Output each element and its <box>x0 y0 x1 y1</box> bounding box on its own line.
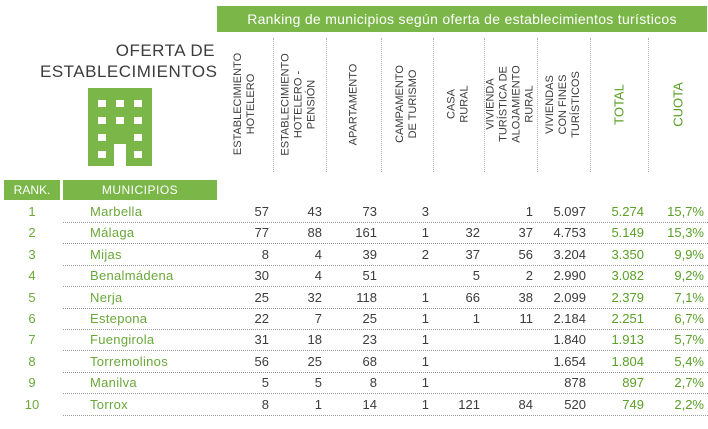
apartamento-cell: 14 <box>362 396 377 412</box>
total-cell: 749 <box>622 396 644 412</box>
cuota-cell: 2,2% <box>674 396 704 412</box>
campamento-cell: 1 <box>421 332 429 348</box>
hotelero-cell: 30 <box>254 268 269 284</box>
hotelero-cell: 22 <box>254 311 269 326</box>
vivienda_rural-cell: 37 <box>518 225 533 241</box>
column-divider <box>433 38 434 172</box>
pension-cell: 5 <box>314 375 322 391</box>
viviendas_fines-cell: 1.840 <box>553 332 586 348</box>
apartamento-cell: 51 <box>362 268 377 284</box>
casa_rural-cell: 66 <box>465 289 480 305</box>
rank-cell: 1 <box>28 204 36 219</box>
rank-cell: 10 <box>24 396 40 412</box>
rank-cell: 5 <box>28 289 36 305</box>
section-title-line1: OFERTA DE <box>115 41 215 60</box>
municipio-cell: Torrox <box>90 396 128 412</box>
cuota-cell: 7,1% <box>674 289 704 305</box>
vivienda_rural-cell: 84 <box>518 396 533 412</box>
campamento-cell: 1 <box>421 225 429 241</box>
municipio-cell: Marbella <box>90 204 143 219</box>
column-divider <box>273 38 274 172</box>
column-header <box>273 34 326 174</box>
column-header <box>217 34 273 174</box>
apartamento-cell: 118 <box>356 289 377 305</box>
column-header-label: CUOTA <box>670 81 686 127</box>
hotelero-cell: 8 <box>261 396 269 412</box>
campamento-cell: 3 <box>421 204 429 219</box>
casa_rural-cell: 121 <box>458 396 480 412</box>
total-cell: 1.804 <box>611 353 644 369</box>
vivienda_rural-cell: 56 <box>518 246 533 262</box>
column-divider <box>326 38 327 172</box>
campamento-cell: 1 <box>421 289 429 305</box>
table-row <box>0 309 708 330</box>
pension-cell: 4 <box>314 268 322 284</box>
casa_rural-cell: 5 <box>472 268 480 284</box>
total-cell: 2.379 <box>611 289 644 305</box>
campamento-cell: 1 <box>421 375 429 391</box>
casa_rural-cell: 1 <box>472 311 480 326</box>
table-row <box>0 223 708 244</box>
viviendas_fines-cell: 878 <box>564 375 586 391</box>
column-header <box>537 34 590 174</box>
apartamento-cell: 73 <box>362 204 377 219</box>
rank-cell: 7 <box>28 332 36 348</box>
column-header-label: TOTAL <box>611 83 627 125</box>
viviendas_fines-cell: 520 <box>564 396 586 412</box>
cuota-cell: 5,7% <box>674 332 704 348</box>
table-row <box>0 352 708 373</box>
rank-cell: 6 <box>28 311 36 326</box>
section-title-line2: ESTABLECIMIENTOS <box>40 62 218 81</box>
row-divider <box>63 415 708 416</box>
column-header <box>590 34 648 174</box>
casa_rural-cell: 37 <box>465 246 480 262</box>
pension-cell: 4 <box>314 246 322 262</box>
cuota-cell: 5,4% <box>674 353 704 369</box>
rank-cell: 4 <box>28 268 36 284</box>
building-icon <box>88 88 152 166</box>
hotelero-cell: 25 <box>254 289 269 305</box>
apartamento-cell: 68 <box>362 353 377 369</box>
pension-cell: 88 <box>307 225 322 241</box>
hotelero-cell: 5 <box>261 375 269 391</box>
hotelero-cell: 57 <box>254 204 269 219</box>
column-divider <box>484 38 485 172</box>
pension-cell: 32 <box>307 289 322 305</box>
campamento-cell: 1 <box>421 353 429 369</box>
total-cell: 5.274 <box>611 204 644 219</box>
table-row <box>0 245 708 266</box>
vivienda_rural-cell: 1 <box>525 204 533 219</box>
viviendas_fines-cell: 4.753 <box>553 225 586 241</box>
total-cell: 3.350 <box>611 246 644 262</box>
vivienda_rural-cell: 38 <box>518 289 533 305</box>
vivienda_rural-cell: 11 <box>519 311 533 326</box>
viviendas_fines-cell: 2.990 <box>553 268 586 284</box>
apartamento-cell: 8 <box>369 375 377 391</box>
total-cell: 897 <box>622 375 644 391</box>
total-cell: 1.913 <box>611 332 644 348</box>
total-cell: 2.251 <box>611 311 644 326</box>
pension-cell: 18 <box>307 332 322 348</box>
column-header <box>381 34 433 174</box>
pension-cell: 25 <box>307 353 322 369</box>
column-divider <box>648 38 649 172</box>
column-header <box>484 34 537 174</box>
municipio-cell: Torremolinos <box>90 353 169 369</box>
viviendas_fines-cell: 1.654 <box>553 353 586 369</box>
campamento-cell: 1 <box>421 311 429 326</box>
viviendas_fines-cell: 3.204 <box>553 246 586 262</box>
apartamento-cell: 39 <box>362 246 377 262</box>
rank-cell: 9 <box>28 375 36 391</box>
column-header-label: ESTABLECIMIENTO HOTELERO - PENSIÓN <box>280 52 319 156</box>
hotelero-cell: 56 <box>254 353 269 369</box>
vivienda_rural-cell: 2 <box>525 268 533 284</box>
section-title <box>40 40 218 82</box>
viviendas_fines-cell: 2.184 <box>553 311 586 326</box>
viviendas_fines-cell: 2.099 <box>553 289 586 305</box>
table-row <box>0 330 708 351</box>
municipio-cell: Benalmádena <box>90 268 174 284</box>
municipio-cell: Mijas <box>90 246 122 262</box>
apartamento-cell: 25 <box>362 311 377 326</box>
column-header-label: VIVIENDA TURÍSTICA DE ALOJAMIENTO RURAL <box>484 65 536 143</box>
viviendas_fines-cell: 5.097 <box>553 204 586 219</box>
column-divider <box>537 38 538 172</box>
campamento-cell: 1 <box>421 396 429 412</box>
municipio-cell: Málaga <box>90 225 135 241</box>
municipio-cell: Manilva <box>90 375 137 391</box>
pension-cell: 7 <box>314 311 322 326</box>
table-row <box>0 266 708 287</box>
apartamento-cell: 161 <box>355 225 377 241</box>
cuota-cell: 9,9% <box>674 246 704 262</box>
total-cell: 3.082 <box>611 268 644 284</box>
municipio-cell: Nerja <box>90 289 123 305</box>
apartamento-cell: 23 <box>362 332 377 348</box>
municipio-cell: Fuengirola <box>90 332 155 348</box>
cuota-cell: 9,2% <box>674 268 704 284</box>
cuota-cell: 15,3% <box>667 225 704 241</box>
table-banner: Ranking de municipios según oferta de establecimientos turísticos <box>217 6 707 32</box>
column-header-label: CASA RURAL <box>445 85 471 123</box>
hotelero-cell: 77 <box>254 225 269 241</box>
column-header <box>433 34 484 174</box>
table-row <box>0 288 708 309</box>
casa_rural-cell: 32 <box>465 225 480 241</box>
pension-cell: 1 <box>314 396 322 412</box>
campamento-cell: 2 <box>421 246 429 262</box>
cuota-cell: 6,7% <box>674 311 704 326</box>
column-header-label: ESTABLECIMIENTO HOTELERO <box>232 52 258 156</box>
municipios-header: MUNICIPIOS <box>63 180 217 200</box>
pension-cell: 43 <box>307 204 322 219</box>
table-row <box>0 395 708 416</box>
column-header-label: APARTAMENTO <box>347 63 360 145</box>
rank-cell: 8 <box>28 353 36 369</box>
rank-header: RANK. <box>4 180 60 200</box>
column-header <box>326 34 381 174</box>
column-header-label: CAMPAMENTO DE TURISMO <box>394 65 420 143</box>
rank-cell: 2 <box>28 225 36 241</box>
municipio-cell: Estepona <box>90 311 148 326</box>
table-row <box>0 373 708 394</box>
cuota-cell: 15,7% <box>667 204 704 219</box>
column-divider <box>590 38 591 172</box>
rank-cell: 3 <box>28 246 36 262</box>
hotelero-cell: 8 <box>261 246 269 262</box>
column-divider <box>381 38 382 172</box>
column-header <box>648 34 708 174</box>
cuota-cell: 2,7% <box>674 375 704 391</box>
hotelero-cell: 31 <box>254 332 269 348</box>
column-header-label: VIVIENDAS CON FINES TURÍSTICOS <box>544 70 583 138</box>
table-row <box>0 202 708 223</box>
total-cell: 5.149 <box>611 225 644 241</box>
